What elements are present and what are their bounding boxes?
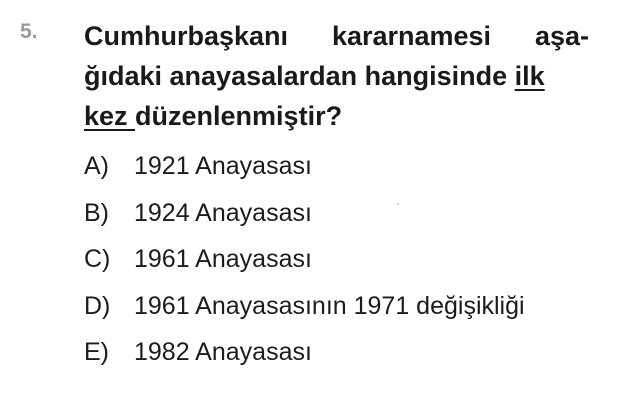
option-text: 1961 Anayasası: [134, 245, 312, 273]
option-b[interactable]: [84, 199, 525, 246]
option-text: 1924 Anayasası: [134, 198, 312, 227]
option-text: 1961 Anayasasının 1971 değişikliği: [134, 291, 525, 320]
stem-line-1: Cumhurbaşkanı kararnamesi aşa-: [84, 21, 589, 51]
option-text: 1921 Anayasası: [134, 152, 312, 180]
question-stem: [84, 16, 589, 136]
stem-line-2: [84, 56, 589, 96]
option-d[interactable]: [84, 292, 525, 339]
stem-line-2-text: ğıdaki anayasalardan hangisinde: [84, 61, 515, 91]
question-number: 5.: [20, 20, 38, 43]
stem-emphasis-ilk: ilk: [514, 61, 545, 91]
stem-emphasis-kez: kez: [84, 101, 136, 131]
option-text: 1982 Anayasası: [134, 338, 312, 366]
answer-options: [84, 152, 525, 385]
stem-line-3-text: düzenlenmiştir?: [135, 101, 343, 131]
option-letter: B): [84, 198, 109, 227]
stem-line-3: [84, 96, 589, 136]
option-letter: C): [84, 245, 111, 273]
option-letter: E): [84, 338, 109, 366]
option-e[interactable]: [84, 338, 525, 385]
option-c[interactable]: [84, 245, 525, 292]
scan-speck: [397, 203, 399, 205]
option-letter: A): [84, 152, 109, 180]
option-a[interactable]: [84, 152, 525, 199]
option-letter: D): [84, 291, 111, 320]
